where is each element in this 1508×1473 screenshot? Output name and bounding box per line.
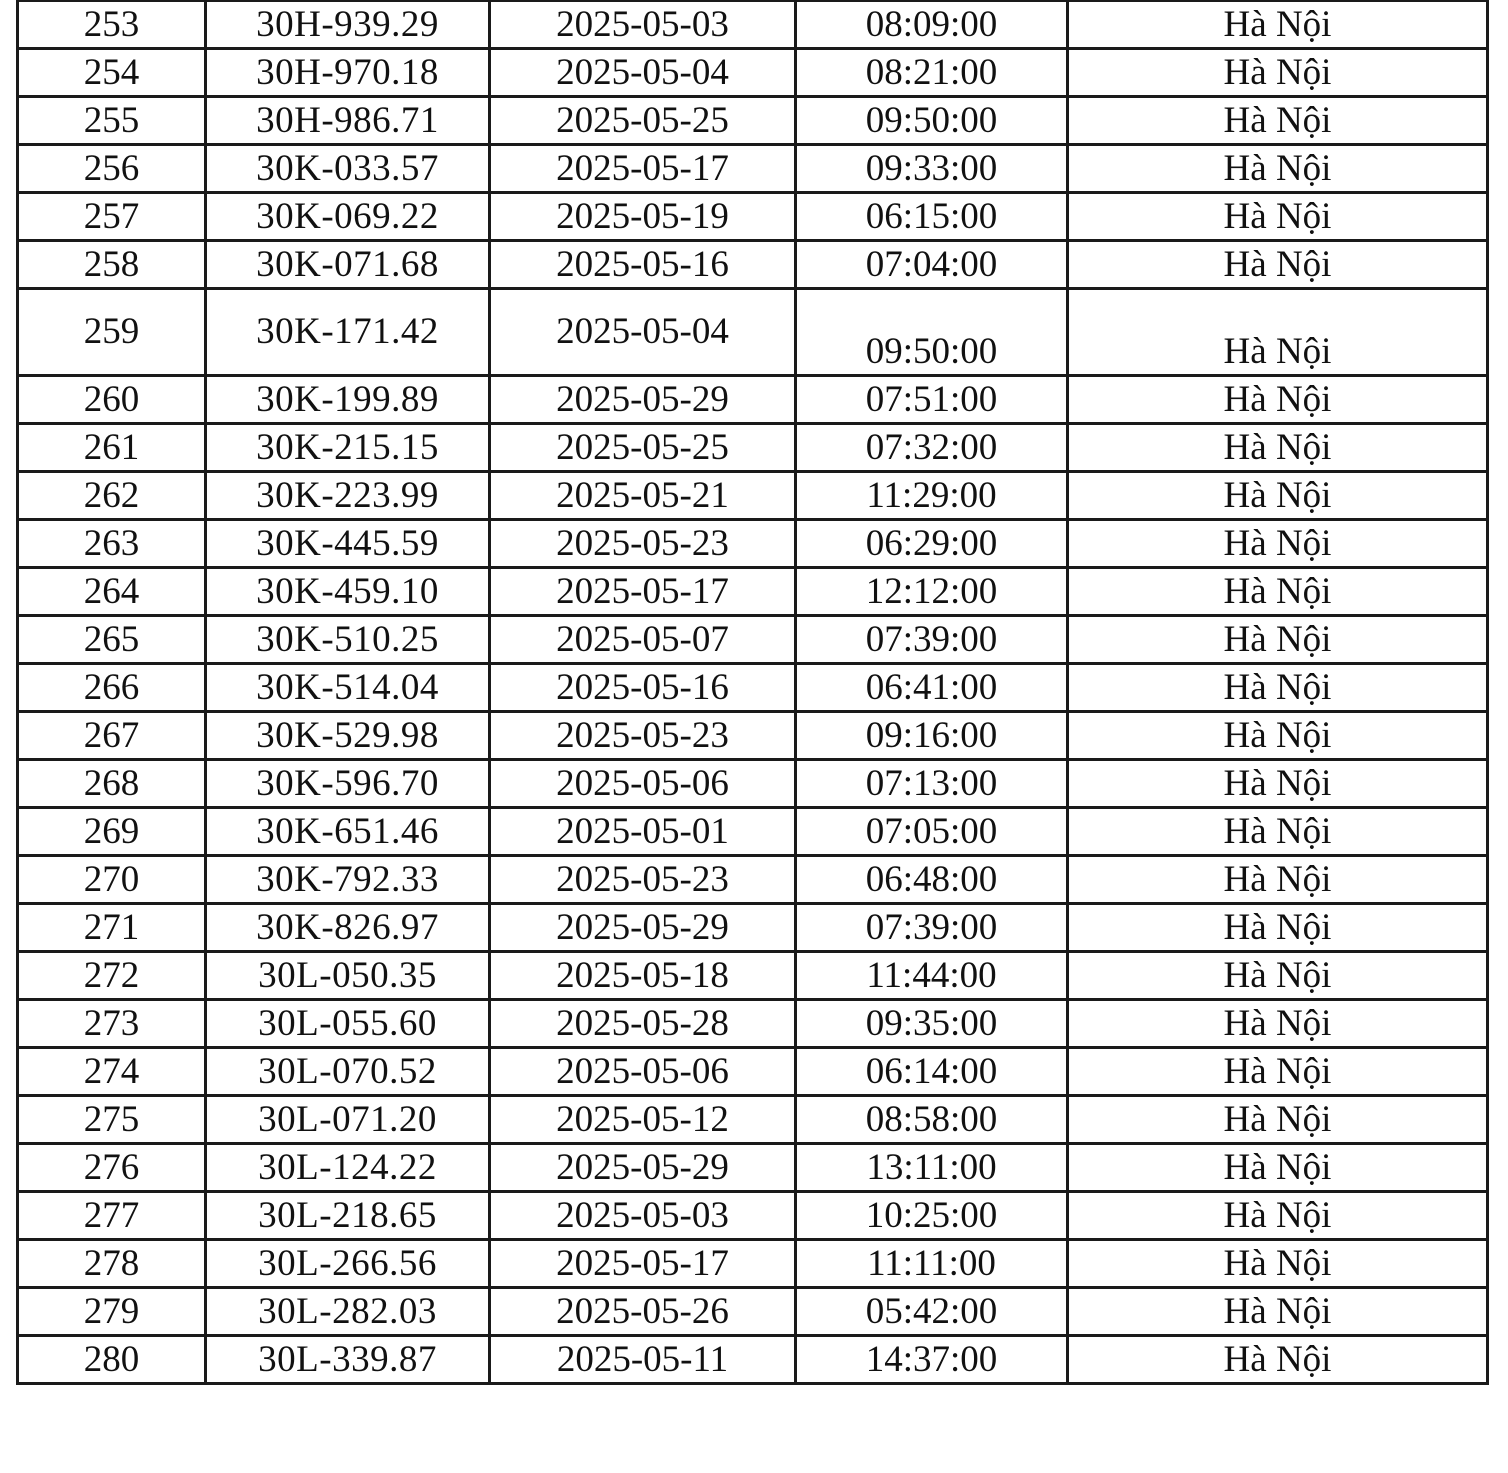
- license-plate-cell: 30K-651.46: [206, 808, 490, 856]
- date-cell: 2025-05-23: [490, 856, 796, 904]
- row-number-cell: 258: [18, 241, 206, 289]
- row-number-cell: 261: [18, 424, 206, 472]
- row-number-cell: 266: [18, 664, 206, 712]
- row-number-cell: 260: [18, 376, 206, 424]
- date-cell: 2025-05-25: [490, 97, 796, 145]
- date-cell: 2025-05-16: [490, 241, 796, 289]
- row-number-cell: 271: [18, 904, 206, 952]
- location-cell: Hà Nội: [1068, 376, 1488, 424]
- violation-table: [16, 0, 1489, 1385]
- date-cell: 2025-05-17: [490, 1240, 796, 1288]
- date-cell: 2025-05-23: [490, 712, 796, 760]
- table-row: [18, 1096, 1488, 1144]
- date-cell: 2025-05-23: [490, 520, 796, 568]
- location-cell: Hà Nội: [1068, 808, 1488, 856]
- time-cell: 07:13:00: [796, 760, 1068, 808]
- table-row: [18, 712, 1488, 760]
- location-cell: Hà Nội: [1068, 1048, 1488, 1096]
- location-cell: Hà Nội: [1068, 1096, 1488, 1144]
- violation-table-body: [18, 1, 1488, 1384]
- license-plate-cell: 30L-050.35: [206, 952, 490, 1000]
- location-cell: Hà Nội: [1068, 472, 1488, 520]
- time-cell: 07:32:00: [796, 424, 1068, 472]
- license-plate-cell: 30K-514.04: [206, 664, 490, 712]
- license-plate-cell: 30L-266.56: [206, 1240, 490, 1288]
- location-cell: Hà Nội: [1068, 904, 1488, 952]
- table-row: [18, 472, 1488, 520]
- license-plate-cell: 30K-215.15: [206, 424, 490, 472]
- license-plate-cell: 30L-339.87: [206, 1336, 490, 1384]
- time-cell: 08:09:00: [796, 1, 1068, 49]
- date-cell: 2025-05-07: [490, 616, 796, 664]
- time-cell: 07:05:00: [796, 808, 1068, 856]
- table-row: [18, 1192, 1488, 1240]
- row-number-cell: 273: [18, 1000, 206, 1048]
- location-cell: Hà Nội: [1068, 712, 1488, 760]
- location-cell: Hà Nội: [1068, 760, 1488, 808]
- time-cell: 09:50:00: [796, 289, 1068, 376]
- row-number-cell: 259: [18, 289, 206, 376]
- date-cell: 2025-05-06: [490, 1048, 796, 1096]
- row-number-cell: 275: [18, 1096, 206, 1144]
- date-cell: 2025-05-21: [490, 472, 796, 520]
- date-cell: 2025-05-17: [490, 568, 796, 616]
- time-cell: 06:14:00: [796, 1048, 1068, 1096]
- license-plate-cell: 30L-071.20: [206, 1096, 490, 1144]
- location-cell: Hà Nội: [1068, 1192, 1488, 1240]
- time-cell: 14:37:00: [796, 1336, 1068, 1384]
- date-cell: 2025-05-04: [490, 289, 796, 376]
- location-cell: Hà Nội: [1068, 1240, 1488, 1288]
- location-cell: Hà Nội: [1068, 1288, 1488, 1336]
- date-cell: 2025-05-25: [490, 424, 796, 472]
- table-row: [18, 289, 1488, 376]
- row-number-cell: 272: [18, 952, 206, 1000]
- table-row: [18, 856, 1488, 904]
- row-number-cell: 280: [18, 1336, 206, 1384]
- row-number-cell: 256: [18, 145, 206, 193]
- time-cell: 09:33:00: [796, 145, 1068, 193]
- row-number-cell: 268: [18, 760, 206, 808]
- time-cell: 09:50:00: [796, 97, 1068, 145]
- time-cell: 06:41:00: [796, 664, 1068, 712]
- location-cell: Hà Nội: [1068, 193, 1488, 241]
- location-cell: Hà Nội: [1068, 1336, 1488, 1384]
- time-cell: 07:39:00: [796, 616, 1068, 664]
- table-row: [18, 1048, 1488, 1096]
- location-cell: Hà Nội: [1068, 616, 1488, 664]
- row-number-cell: 278: [18, 1240, 206, 1288]
- row-number-cell: 253: [18, 1, 206, 49]
- date-cell: 2025-05-29: [490, 904, 796, 952]
- license-plate-cell: 30L-055.60: [206, 1000, 490, 1048]
- table-row: [18, 1336, 1488, 1384]
- row-number-cell: 274: [18, 1048, 206, 1096]
- table-row: [18, 616, 1488, 664]
- row-number-cell: 257: [18, 193, 206, 241]
- row-number-cell: 270: [18, 856, 206, 904]
- date-cell: 2025-05-06: [490, 760, 796, 808]
- time-cell: 06:15:00: [796, 193, 1068, 241]
- time-cell: 07:51:00: [796, 376, 1068, 424]
- time-cell: 11:29:00: [796, 472, 1068, 520]
- time-cell: 06:29:00: [796, 520, 1068, 568]
- time-cell: 11:11:00: [796, 1240, 1068, 1288]
- date-cell: 2025-05-04: [490, 49, 796, 97]
- license-plate-cell: 30L-218.65: [206, 1192, 490, 1240]
- license-plate-cell: 30H-939.29: [206, 1, 490, 49]
- row-number-cell: 267: [18, 712, 206, 760]
- date-cell: 2025-05-01: [490, 808, 796, 856]
- table-row: [18, 193, 1488, 241]
- time-cell: 08:21:00: [796, 49, 1068, 97]
- time-cell: 08:58:00: [796, 1096, 1068, 1144]
- time-cell: 05:42:00: [796, 1288, 1068, 1336]
- table-row: [18, 376, 1488, 424]
- row-number-cell: 264: [18, 568, 206, 616]
- date-cell: 2025-05-17: [490, 145, 796, 193]
- date-cell: 2025-05-26: [490, 1288, 796, 1336]
- license-plate-cell: 30K-033.57: [206, 145, 490, 193]
- date-cell: 2025-05-29: [490, 1144, 796, 1192]
- license-plate-cell: 30K-171.42: [206, 289, 490, 376]
- location-cell: Hà Nội: [1068, 241, 1488, 289]
- date-cell: 2025-05-11: [490, 1336, 796, 1384]
- location-cell: Hà Nội: [1068, 289, 1488, 376]
- license-plate-cell: 30K-510.25: [206, 616, 490, 664]
- location-cell: Hà Nội: [1068, 1000, 1488, 1048]
- location-cell: Hà Nội: [1068, 424, 1488, 472]
- date-cell: 2025-05-18: [490, 952, 796, 1000]
- table-row: [18, 241, 1488, 289]
- license-plate-cell: 30L-124.22: [206, 1144, 490, 1192]
- license-plate-cell: 30K-199.89: [206, 376, 490, 424]
- license-plate-cell: 30L-070.52: [206, 1048, 490, 1096]
- table-row: [18, 760, 1488, 808]
- license-plate-cell: 30K-792.33: [206, 856, 490, 904]
- license-plate-cell: 30H-986.71: [206, 97, 490, 145]
- time-cell: 12:12:00: [796, 568, 1068, 616]
- date-cell: 2025-05-28: [490, 1000, 796, 1048]
- location-cell: Hà Nội: [1068, 145, 1488, 193]
- time-cell: 07:39:00: [796, 904, 1068, 952]
- row-number-cell: 279: [18, 1288, 206, 1336]
- date-cell: 2025-05-12: [490, 1096, 796, 1144]
- license-plate-cell: 30L-282.03: [206, 1288, 490, 1336]
- location-cell: Hà Nội: [1068, 1, 1488, 49]
- location-cell: Hà Nội: [1068, 952, 1488, 1000]
- license-plate-cell: 30K-459.10: [206, 568, 490, 616]
- date-cell: 2025-05-19: [490, 193, 796, 241]
- table-row: [18, 568, 1488, 616]
- table-row: [18, 1288, 1488, 1336]
- license-plate-cell: 30K-826.97: [206, 904, 490, 952]
- row-number-cell: 262: [18, 472, 206, 520]
- table-row: [18, 1144, 1488, 1192]
- table-row: [18, 97, 1488, 145]
- date-cell: 2025-05-29: [490, 376, 796, 424]
- location-cell: Hà Nội: [1068, 568, 1488, 616]
- time-cell: 13:11:00: [796, 1144, 1068, 1192]
- location-cell: Hà Nội: [1068, 664, 1488, 712]
- license-plate-cell: 30K-529.98: [206, 712, 490, 760]
- license-plate-cell: 30K-445.59: [206, 520, 490, 568]
- table-row: [18, 520, 1488, 568]
- time-cell: 09:35:00: [796, 1000, 1068, 1048]
- license-plate-cell: 30K-069.22: [206, 193, 490, 241]
- table-row: [18, 904, 1488, 952]
- row-number-cell: 263: [18, 520, 206, 568]
- license-plate-cell: 30K-071.68: [206, 241, 490, 289]
- table-row: [18, 808, 1488, 856]
- row-number-cell: 254: [18, 49, 206, 97]
- row-number-cell: 276: [18, 1144, 206, 1192]
- table-row: [18, 1240, 1488, 1288]
- row-number-cell: 265: [18, 616, 206, 664]
- date-cell: 2025-05-16: [490, 664, 796, 712]
- table-row: [18, 49, 1488, 97]
- date-cell: 2025-05-03: [490, 1192, 796, 1240]
- time-cell: 06:48:00: [796, 856, 1068, 904]
- location-cell: Hà Nội: [1068, 49, 1488, 97]
- row-number-cell: 277: [18, 1192, 206, 1240]
- location-cell: Hà Nội: [1068, 520, 1488, 568]
- table-row: [18, 424, 1488, 472]
- location-cell: Hà Nội: [1068, 97, 1488, 145]
- location-cell: Hà Nội: [1068, 856, 1488, 904]
- table-row: [18, 664, 1488, 712]
- license-plate-cell: 30H-970.18: [206, 49, 490, 97]
- table-row: [18, 1000, 1488, 1048]
- time-cell: 10:25:00: [796, 1192, 1068, 1240]
- license-plate-cell: 30K-223.99: [206, 472, 490, 520]
- date-cell: 2025-05-03: [490, 1, 796, 49]
- row-number-cell: 269: [18, 808, 206, 856]
- time-cell: 07:04:00: [796, 241, 1068, 289]
- table-row: [18, 1, 1488, 49]
- table-row: [18, 145, 1488, 193]
- license-plate-cell: 30K-596.70: [206, 760, 490, 808]
- time-cell: 11:44:00: [796, 952, 1068, 1000]
- time-cell: 09:16:00: [796, 712, 1068, 760]
- row-number-cell: 255: [18, 97, 206, 145]
- table-row: [18, 952, 1488, 1000]
- location-cell: Hà Nội: [1068, 1144, 1488, 1192]
